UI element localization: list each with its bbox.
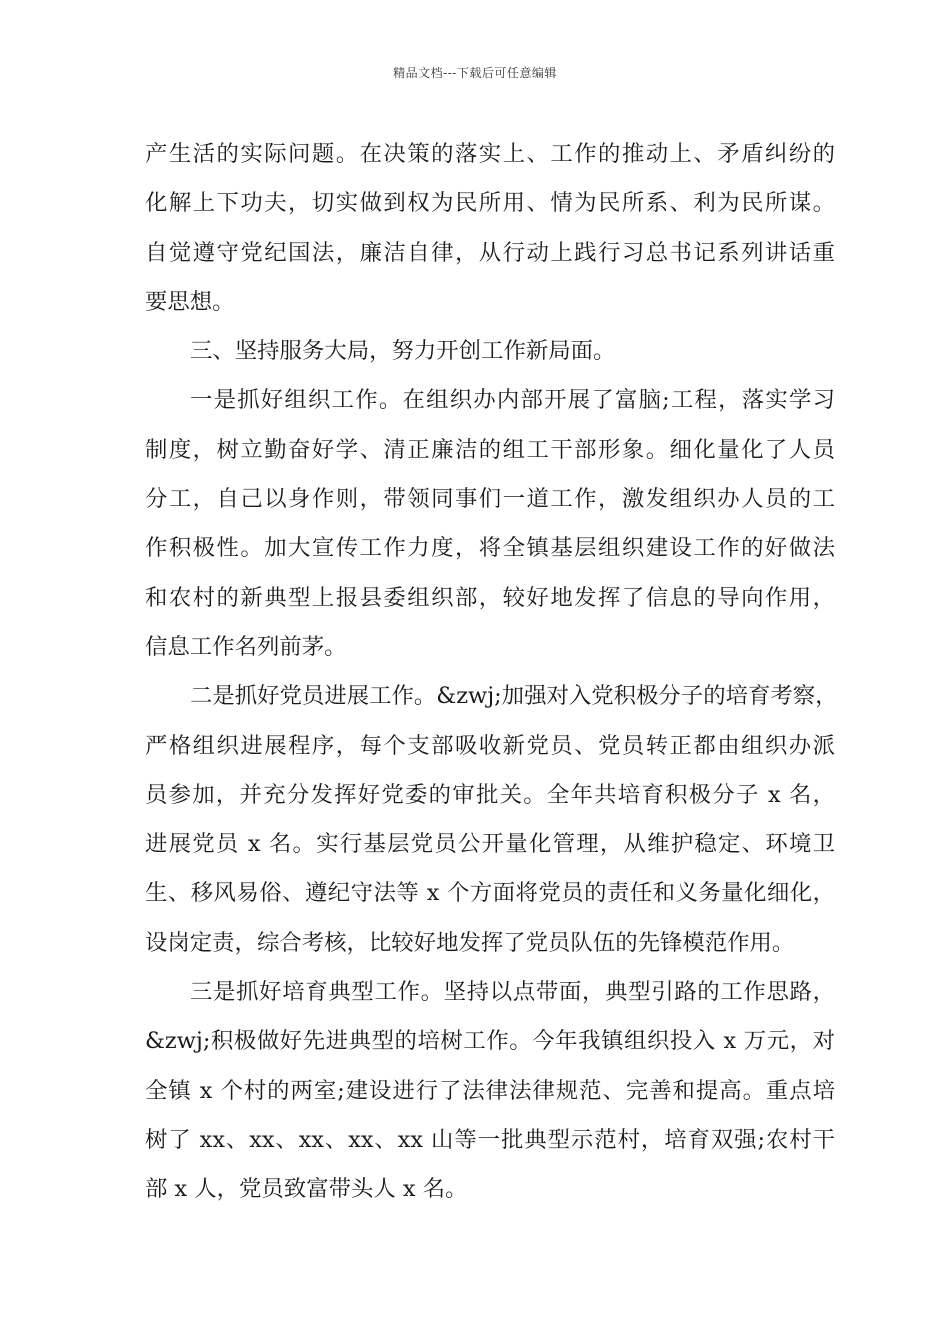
text-line: 信息工作名列前茅。 bbox=[145, 633, 347, 660]
text-line: 生、移风易俗、遵纪守法等 x 个方面将党员的责任和义务量化细化， bbox=[145, 880, 835, 907]
text-line: 分工，自己以身作则，带领同事们一道工作，激发组织办人员的工 bbox=[145, 486, 835, 513]
text-line: 化解上下功夫，切实做到权为民所用、情为民所系、利为民所谋。 bbox=[145, 190, 835, 217]
text-line: 全镇 x 个村的两室;建设进行了法律法律规范、完善和提高。重点培 bbox=[145, 1077, 835, 1104]
section-heading: 三、坚持服务大局，努力开创工作新局面。 bbox=[190, 338, 616, 365]
text-line: 一是抓好组织工作。在组织办内部开展了富脑;工程，落实学习 bbox=[190, 387, 835, 414]
page-header: 精品文档---下载后可任意编辑 bbox=[393, 66, 557, 80]
text-line: 员参加，并充分发挥好党委的审批关。全年共培育积极分子 x 名， bbox=[145, 781, 835, 808]
text-line: 作积极性。加大宣传工作力度，将全镇基层组织建设工作的好做法 bbox=[145, 535, 835, 562]
text-line: 严格组织进展程序，每个支部吸收新党员、党员转正都由组织办派 bbox=[145, 732, 835, 759]
text-line: 制度，树立勤奋好学、清正廉洁的组工干部形象。细化量化了人员 bbox=[145, 436, 835, 463]
text-line: 树了 xx、xx、xx、xx、xx 山等一批典型示范村，培育双强;农村干 bbox=[145, 1126, 835, 1153]
text-line: 设岗定责，综合考核，比较好地发挥了党员队伍的先锋模范作用。 bbox=[145, 929, 795, 956]
text-line: 产生活的实际问题。在决策的落实上、工作的推动上、矛盾纠纷的 bbox=[145, 141, 835, 167]
text-line: &zwj;积极做好先进典型的培树工作。今年我镇组织投入 x 万元，对 bbox=[145, 1028, 835, 1055]
text-line: 二是抓好党员进展工作。&zwj;加强对入党积极分子的培育考察， bbox=[190, 683, 838, 710]
text-line: 要思想。 bbox=[145, 288, 235, 315]
text-line: 和农村的新典型上报县委组织部，较好地发挥了信息的导向作用， bbox=[145, 584, 835, 611]
text-line: 进展党员 x 名。实行基层党员公开量化管理，从维护稳定、环境卫 bbox=[145, 831, 835, 858]
text-line: 部 x 人，党员致富带头人 x 名。 bbox=[145, 1176, 468, 1203]
document-body bbox=[145, 130, 838, 1215]
text-line: 三是抓好培育典型工作。坚持以点带面，典型引路的工作思路， bbox=[190, 979, 835, 1006]
text-line: 自觉遵守党纪国法，廉洁自律，从行动上践行习总书记系列讲话重 bbox=[145, 239, 835, 266]
